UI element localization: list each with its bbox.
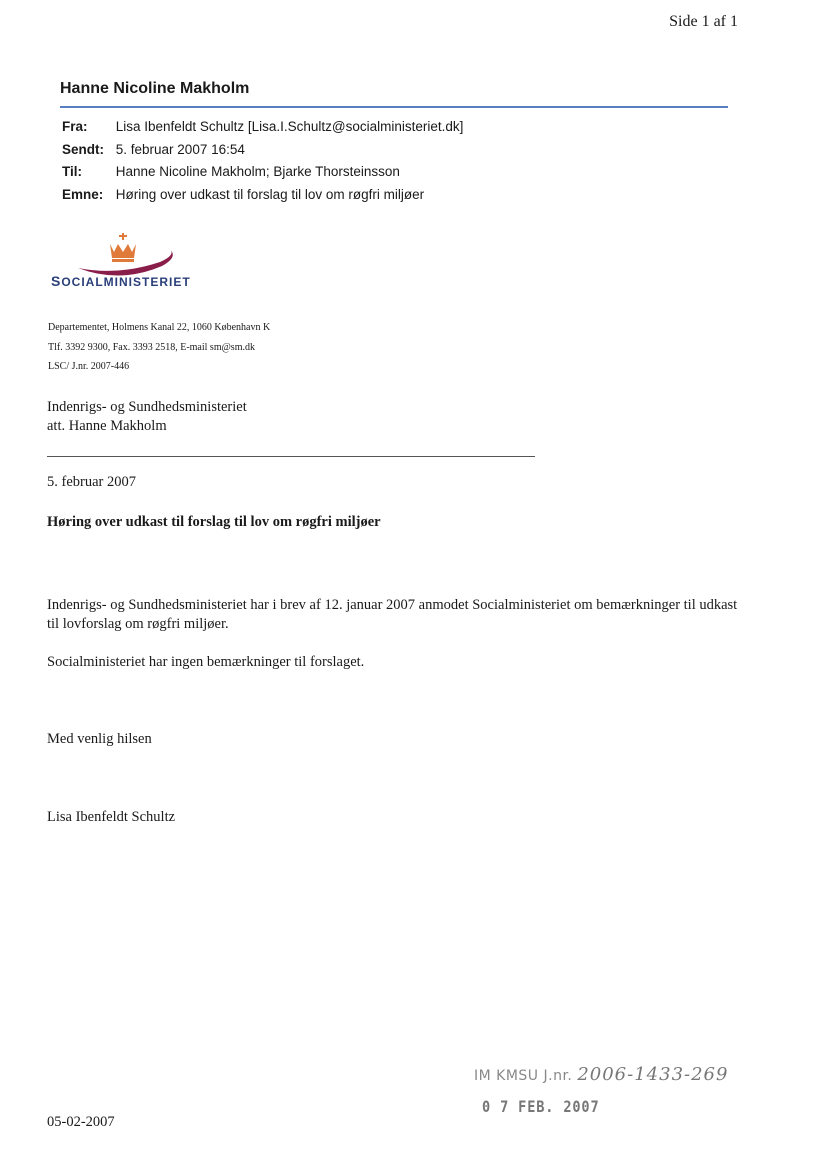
paragraph-2: Socialministeriet har ingen bemærkninger til forslaget. bbox=[47, 654, 365, 670]
closing: Med venlig hilsen bbox=[47, 731, 152, 747]
letterhead-contact: Tlf. 3392 9300, Fax. 3393 2518, E-mail sm@sm.dk bbox=[48, 342, 255, 353]
subject-value: Høring over udkast til forslag til lov om røgfri miljøer bbox=[115, 187, 425, 202]
stamp-handwritten-number: 2006-1433-269 bbox=[577, 1064, 729, 1085]
sent-row bbox=[60, 142, 245, 157]
from-row bbox=[60, 119, 463, 134]
signature: Lisa Ibenfeldt Schultz bbox=[47, 809, 176, 825]
footer-date: 05-02-2007 bbox=[47, 1114, 115, 1130]
sent-label: Sendt: bbox=[62, 142, 104, 157]
recipient-line1: Indenrigs- og Sundhedsministeriet bbox=[47, 399, 247, 415]
subject-label: Emne: bbox=[62, 187, 104, 202]
from-label: Fra: bbox=[62, 119, 88, 134]
from-value: Lisa Ibenfeldt Schultz [Lisa.I.Schultz@socialministeriet.dk] bbox=[115, 119, 464, 134]
letterhead-address: Departementet, Holmens Kanal 22, 1060 København K bbox=[48, 322, 271, 333]
sent-value: 5. februar 2007 16:54 bbox=[115, 142, 245, 157]
journal-stamp bbox=[474, 1064, 728, 1085]
logo-wordmark: SOCIALMINISTERIET bbox=[51, 273, 191, 289]
letterhead-reference: LSC/ J.nr. 2007-446 bbox=[48, 361, 130, 372]
crown-icon bbox=[110, 233, 136, 262]
to-label: Til: bbox=[62, 164, 82, 179]
stamp-printed: IM KMSU J.nr. bbox=[474, 1068, 573, 1084]
subject-row bbox=[60, 187, 424, 202]
page-number: Side 1 af 1 bbox=[669, 13, 738, 30]
recipient-divider bbox=[47, 456, 535, 457]
paragraph-1: Indenrigs- og Sundhedsministeriet har i brev af 12. januar 2007 anmodet Socialministeriet om bemærkninger til udkast til lovforslag om røgfri miljøer. bbox=[47, 597, 738, 632]
to-value: Hanne Nicoline Makholm; Bjarke Thorsteinsson bbox=[115, 164, 400, 179]
header-divider bbox=[60, 106, 728, 108]
recipient-line2: att. Hanne Makholm bbox=[47, 418, 167, 434]
sender-header: Hanne Nicoline Makholm bbox=[60, 80, 250, 97]
letter-date: 5. februar 2007 bbox=[47, 474, 136, 490]
letter-subject: Høring over udkast til forslag til lov om røgfri miljøer bbox=[47, 514, 381, 530]
to-row bbox=[60, 164, 400, 179]
stamp-date: 0 7 FEB. 2007 bbox=[482, 1097, 600, 1116]
